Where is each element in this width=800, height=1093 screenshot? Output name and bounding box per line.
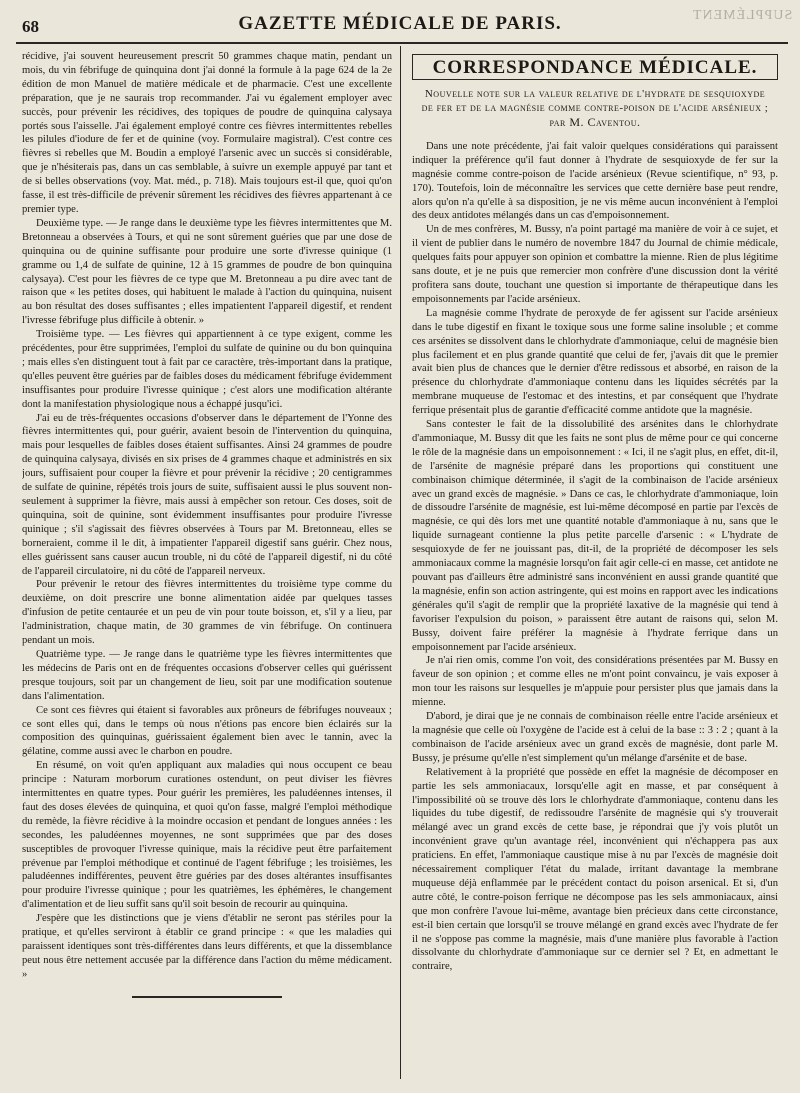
paragraph-second-type: Deuxième type. — Je range dans le deuxième type les fièvres intermittentes que M. Bretonneau a observées à Tours, et qui ne sont sûrement guéries que par une dose de quinquina ou de quinine suffisante pour produire une sorte d'ivresse quinique (1 gramme ou 1,4 de sulfate de quinine, 12 à 15 grammes de poudre de bon quinquina calysaya). C'est pour les fièvres de ce type que M. Bretonneau a pu dire avec tant de raison que « les petites doses, qui habituent le malade à l'action du quinquina, nuisent au bon résultat des doses suffisantes ; elles impatientent l'appareil digestif, et rendent l'ivresse fébrifuge plus difficile à obtenir. » [22, 217, 392, 327]
bleed-through-title: SUPPLÉMENT [691, 8, 792, 23]
paragraph-summary: En résumé, on voit qu'en appliquant aux maladies qui nous occupent ce beau principe : Naturam morborum curationes ostendunt, on peut diviser les fièvres intermittentes en quatre types. Pour guérir les premières, les paludéennes intenses, il faut des doses élevées de quinquina, et quoi qu'on fasse, malgré l'emploi méthodique du remède, la fièvre récidive à la moindre occasion et pendant de longues années : les secondes, les paludéennes moyennes, ne sont supprimées que par des doses susceptibles de provoquer l'ivresse quinique, mais la récidive peut être parfaitement prévenue par l'emploi méthodique et continué de l'agent fébrifuge ; les troisièmes, les paludéennes indifférentes, peuvent être guéries par des doses altérantes insuffisantes pour produire l'ivresse quinique ; pour les quatrièmes, les éphémères, le changement d'alimentation et de lieu suffit sans qu'il soit besoin de recourir au quinquina. [22, 760, 392, 911]
running-title: GAZETTE MÉDICALE DE PARIS. [238, 13, 562, 34]
left-column [22, 50, 392, 1081]
paragraph: Je n'ai rien omis, comme l'on voit, des considérations présentées par M. Bussy en faveur de son opinion ; et comme elles ne m'ont point convaincu, je vais exposer à mon tour les raisons sur lesquelles je m'appuie pour persister plus que jamais dans la mienne. [412, 655, 778, 709]
section-title: CORRESPONDANCE MÉDICALE. [412, 54, 778, 80]
column-divider [400, 46, 401, 1079]
paragraph: J'ai eu de très-fréquentes occasions d'observer dans le département de l'Yonne des fièvres intermittentes qui, pour guérir, avaient besoin de l'intervention du quinquina, mais pour lesquelles de faibles doses étaient suffisantes. Ainsi 24 grammes de poudre de quinquina calysaya, divisés en six prises de 4 grammes chaque et administrés en six jours, suffisaient pour couper la fièvre et pour prévenir la récidive ; 20 centigrammes de sulfate de quinine, répétés trois jours de suite, suffisaient aussi le plus souvent non-seulement à supprimer la fièvre, mais aussi à empêcher son retour. Ces doses, soit de quinquina, soit de quinine, sont évidemment insuffisantes pour produire l'ivresse quinique ; s'il s'agissait des fièvres observées à Tours par M. Bretonneau, elles se borneraient, comme il le dit, à impatienter l'appareil digestif sans guérir. Chez nous, elles guérissent sans causer aucun trouble, ni du côté de l'appareil digestif, ni du côté de l'appareil circulatoire, ni du côté de l'appareil nerveux. [22, 412, 392, 577]
paragraph: Dans une note précédente, j'ai fait valoir quelques considérations qui paraissent indiquer la préférence qu'il faut donner à l'hydrate de sesquioxyde de fer sur la magnésie comme contre-poison de l'acide arsénieux (Revue scientifique, n° 93, p. 170). Toutefois, loin de méconnaître les services que cette dernière base peut rendre, alors qu'on n'a qu'elle à sa disposition, je ne vis même aucun inconvénient à l'emploi des deux antidotes mélangés dans un cas d'empoisonnement. [412, 140, 778, 222]
header-rule [16, 42, 788, 44]
paragraph: Un de mes confrères, M. Bussy, n'a point partagé ma manière de voir à ce sujet, et il vient de publier dans le numéro de novembre 1847 du Journal de chimie médicale, quelques faits pour appuyer son opinion et combattre la mienne. Rien de plus légitime sans doute, et je ne puis que remercier mon confrère d'une discussion dont la vérité profitera sans doute, touchant une question si importante de thérapeutique dans les empoisonnements par l'acide arsénieux. [412, 224, 778, 305]
paragraph-third-type: Troisième type. — Les fièvres qui appartiennent à ce type exigent, comme les précédentes, pour être supprimées, l'emploi du sulfate de quinine ou du bon quinquina ; mais elles s'en distinguent tout à fait par ce caractère, très-important dans la pratique, qu'elles peuvent être guéries par de faibles doses du médicament fébrifuge évidemment insuffisantes pour produire l'ivresse quinique ; c'est alors une modification altérante dont la manifestation physiologique nous a échappé jusqu'ici. [22, 329, 392, 410]
paragraph: Sans contester le fait de la dissolubilité des arsénites dans le chlorhydrate d'ammoniaque, M. Bussy dit que les faits ne sont plus de même pour ce qui concerne le rôle de la magnésie dans un empoisonnement : « Ici, il ne s'agit plus, en effet, dit-il, de l'arsénite de magnésie préparé dans les proportions qui constituent une combinaison chimique déterminée, il s'agit de la combinaison de l'acide arsénieux avec un grand excès de magnésie. » Dans ce cas, le chlorhydrate d'ammoniaque, loin de dissoudre l'arsénite de magnésie, est lui-même décomposé en partie par l'excès de magnésie, ce qui dès lors met une quantité notable d'ammoniaque à nu, sans que le liquide surnageant contienne la plus petite parcelle d'arsenic : « L'hydrate de sesquioxyde de fer ne jouissant pas, dit-il, de la propriété de décomposer les sels ammoniacaux comme la magnésie lorsqu'on fait agir celle-ci en masse, cet antidote ne pouvant pas d'ailleurs être administré sans inconvénient en aussi grande quantité que la magnésie, enfin son action astringente, qui est moins en rapport avec les indications générales qu'il s'agit de remplir que la propriété laxative de la magnésie qui tend à favoriser l'expulsion du poison, » paraissent être autant de raisons qui, selon M. Bussy, doivent faire préférer la magnésie à l'hydrate ferrique dans un empoisonnement par l'acide arsénieux. [412, 419, 778, 653]
article-heading [420, 87, 770, 130]
article-author: par M. Caventou. [549, 114, 641, 129]
paragraph: Relativement à la propriété que possède en effet la magnésie de décomposer en partie les sels ammoniacaux, lorsqu'elle agit en masse, et par conséquent à l'impossibilité où se trouve dès lors le chlorhydrate d'ammoniaque, contenu dans les liquides du tube digestif, de redissoudre l'arsénite de magnésie qui s'y trouverait mélangé avec un grand excès de cette base, je répondrai que j'y vois plutôt un inconvénient grave qu'un avantage réel, inconvénient qui n'échappera pas aux praticiens. En effet, l'ammoniaque caustique mise à nu par l'excès de magnésie doit nécessairement compliquer l'état du malade, irritant davantage la membrane muqueuse déjà enflammée par le précédent contact du poison arsenical. Et si, d'un autre côté, le contre-poison ferrique ne décompose pas les sels ammoniacaux, ainsi que mon confrère l'avoue lui-même, avantage bien précieux dans cette circonstance, est-il bien certain que lorsqu'il se trouve mélangé en grand excès avec l'hydrate de fer il ne s'oppose pas comme la magnésie, mais d'une manière plus favorable à l'action dissolvante du chlorhydrate d'ammoniaque sur ce dernier sel ? Et, en admettant le contraire, [412, 766, 778, 973]
page-number: 68 [22, 17, 39, 36]
right-column [412, 50, 778, 1081]
paragraph-conclusion: J'espère que les distinctions que je viens d'établir ne seront pas stériles pour la pratique, et qu'elles serviront à établir ce grand principe : « que les maladies qui paraissent identiques sont très-différentes dans leurs différents, et que la dissemblance peut nous être nettement accusée par la différence dans l'action du même médicament. » [22, 913, 392, 980]
paragraph-fourth-type: Quatrième type. — Je range dans le quatrième type les fièvres intermittentes que les médecins de Paris ont en de fréquentes occasions d'observer celles qui guérissent presque toujours, soit par un changement de lieu, soit par une modification soutenue dans l'alimentation. [22, 648, 392, 702]
article-end-rule [132, 996, 282, 998]
paragraph: récidive, j'ai souvent heureusement prescrit 50 grammes chaque matin, pendant un mois, du vin fébrifuge de quinquina dont j'ai donné la formule à la page 624 de la 2e édition de mon Manuel de matière médicale et de pharmacie. C'est une excellente préparation, que je ne saurais trop recommander. J'ai vu également employer avec succès, pour prévenir les récidives, des topiques de poudre de quinquina calysaya portés sous l'aisselle. J'ai également employé contre ces fièvres intermittentes rebelles les pilules d'iodure de fer et de quinine (voy. Formulaire magistral). C'est contre ces fièvres si rebelles que M. Boudin a employé l'arsenic avec un succès si considérable, que je n'hésiterais pas, dans un cas semblable, à suivre un exemple appuyé par tant et de si belles observations (voy. Mat. méd., p. 718). Mais toujours est-il que, quoi qu'on fasse, il est très-difficile de prévenir sûrement les récidives des fièvres appartenant à ce premier type. [22, 51, 392, 215]
paragraph: Ce sont ces fièvres qui étaient si favorables aux prôneurs de fébrifuges nouveaux ; ce sont elles qui, dans le temps où nous n'étions pas encore bien éclairés sur la composition des quinquinas, guérissaient également bien avec le tannin, avec la gélatine, comme aussi avec le charbon en poudre. [22, 704, 392, 758]
paragraph: La magnésie comme l'hydrate de peroxyde de fer agissent sur l'acide arsénieux dans le tube digestif en fixant le toxique sous une forme saline insoluble ; et comme ces arsénites se dissolvent dans le chlorhydrate d'ammoniaque, celui de magnésie bien plus facilement et en plus grande quantité que celui de fer, j'avais dit que le premier avait bien plus de chances que le dernier d'être redissous et absorbé, en raison de la présence du chlorhydrate d'ammoniaque contenu dans les liquides sécrétés par la membrane muqueuse de l'estomac et des intestins, et par conséquent que l'hydrate ferrique présentait plus de garantie d'efficacité comme antidote que la magnésie. [412, 307, 778, 417]
paragraph: D'abord, je dirai que je ne connais de combinaison réelle entre l'acide arsénieux et la magnésie que celle où l'oxygène de l'acide est à celui de la base :: 3 : 2 ; quant à la combinaison de l'acide arsénieux avec un grand excès de magnésie, dont parle M. Bussy, je présume qu'elle n'est simplement qu'un mélange d'arsénite et de base. [412, 711, 778, 764]
article-title: Nouvelle note sur la valeur relative de l'hydrate de sesquioxyde de fer et de la magnésie comme contre-poison de l'acide arsénieux ; [421, 87, 769, 114]
paragraph: Pour prévenir le retour des fièvres intermittentes du troisième type comme du deuxième, on doit prescrire une bonne alimentation aidée par quelques tasses d'infusion de petite centaurée et un peu de vin pour toute boisson, et, s'il y a lieu, par l'administration, chaque matin, de 30 grammes de vin fébrifuge. On continuera pendant un mois. [22, 579, 392, 647]
